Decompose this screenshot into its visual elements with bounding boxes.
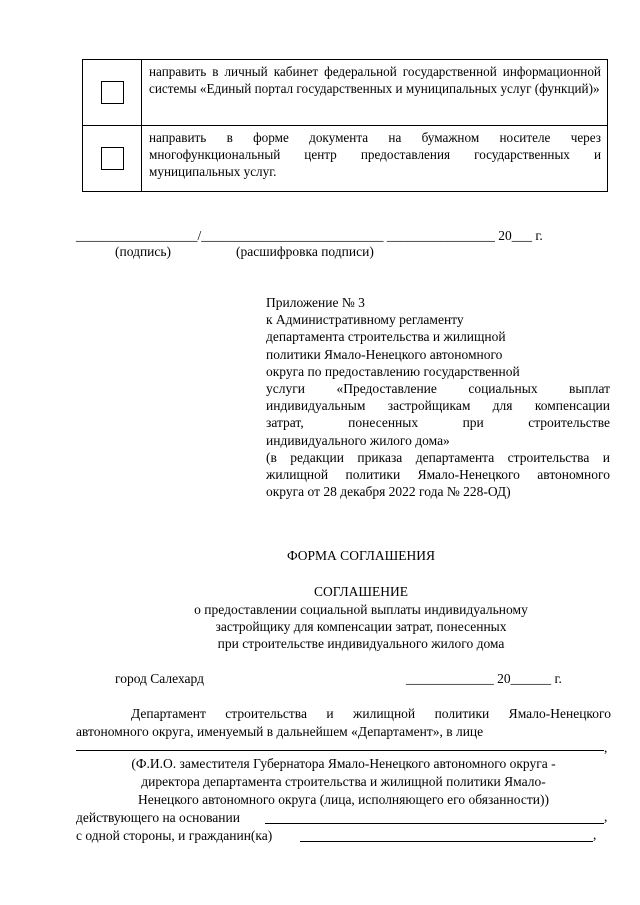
checkbox-cell: [83, 126, 142, 191]
appendix-line: (в редакции приказа департамента строительства и: [266, 449, 610, 465]
fio-note-line: (Ф.И.О. заместителя Губернатора Ямало-Ненецкого автономного округа -: [131, 756, 556, 771]
option-text: направить в личный кабинет федеральной государственной информационной системы «Единый портал государственных и муниципальных услуг (функций)»: [149, 64, 601, 96]
blank-comma: ,: [604, 740, 608, 755]
table-row: [83, 126, 607, 191]
appendix-line: округа по предоставлению государственной: [266, 363, 520, 379]
appendix-line: округа от 28 декабря 2022 года № 228-ОД): [266, 484, 511, 500]
checkbox-personal-account[interactable]: [101, 81, 124, 104]
fio-note-line: Ненецкого автономного округа (лица, исполняющего его обязанности)): [138, 792, 549, 807]
table-row: [83, 60, 607, 126]
acting-basis-label: действующего на основании: [76, 810, 240, 825]
citizen-name-blank[interactable]: [300, 841, 593, 842]
representative-name-blank[interactable]: [76, 750, 604, 751]
agreement-title: СОГЛАШЕНИЕ: [313, 584, 409, 599]
appendix-line: политики Ямало-Ненецкого автономного: [266, 346, 503, 362]
delivery-options-table: [82, 59, 608, 192]
agreement-subtitle-line: при строительстве индивидуального жилого дома: [217, 636, 505, 651]
agreement-date: _____________ 20______ г.: [406, 671, 562, 686]
other-side-label: с одной стороны, и гражданин(ка): [76, 828, 273, 843]
signature-decode-label: (расшифровка подписи): [236, 244, 374, 259]
city: город Салехард: [115, 671, 204, 686]
form-title: ФОРМА СОГЛАШЕНИЯ: [286, 548, 436, 563]
checkbox-paper-document[interactable]: [101, 147, 124, 170]
appendix-line: жилищной политики Ямало-Ненецкого автономного: [266, 467, 610, 483]
appendix-line: индивидуального жилого дома»: [266, 432, 450, 448]
fio-note: [76, 755, 611, 809]
agreement-subtitle-line: застройщику для компенсации затрат, понесенных: [215, 619, 507, 634]
appendix-line: департамента строительства и жилищной: [266, 329, 506, 345]
appendix-line: услуги «Предоставление социальных выплат: [266, 381, 610, 397]
blank-comma: ,: [593, 827, 597, 842]
body-line-1: Департамент строительства и жилищной политики Ямало-Ненецкого: [131, 706, 611, 721]
blank-comma: ,: [604, 809, 608, 824]
appendix-line: Приложение № 3: [266, 295, 365, 310]
agreement-subtitle-line: о предоставлении социальной выплаты индивидуальному: [194, 602, 528, 617]
body-line-2: автономного округа, именуемый в дальнейшем «Департамент», в лице: [76, 724, 484, 739]
agreement-subtitle: [0, 601, 640, 652]
appendix-block: [266, 294, 610, 500]
checkbox-cell: [83, 60, 142, 125]
signature-line: __________________/___________________________ ________________ 20___ г.: [76, 228, 543, 243]
appendix-line: затрат, понесенных при строительстве: [266, 415, 610, 431]
signature-label: (подпись): [115, 244, 172, 259]
option-text: направить в форме документа на бумажном носителе через многофункциональный центр предоставления государственных и муниципальных услуг.: [149, 130, 601, 179]
fio-note-line: директора департамента строительства и жилищной политики Ямало-: [141, 774, 546, 789]
appendix-line: индивидуальным застройщикам для компенсации: [266, 398, 610, 414]
acting-basis-blank[interactable]: [265, 823, 604, 824]
appendix-line: к Административному регламенту: [266, 312, 464, 328]
